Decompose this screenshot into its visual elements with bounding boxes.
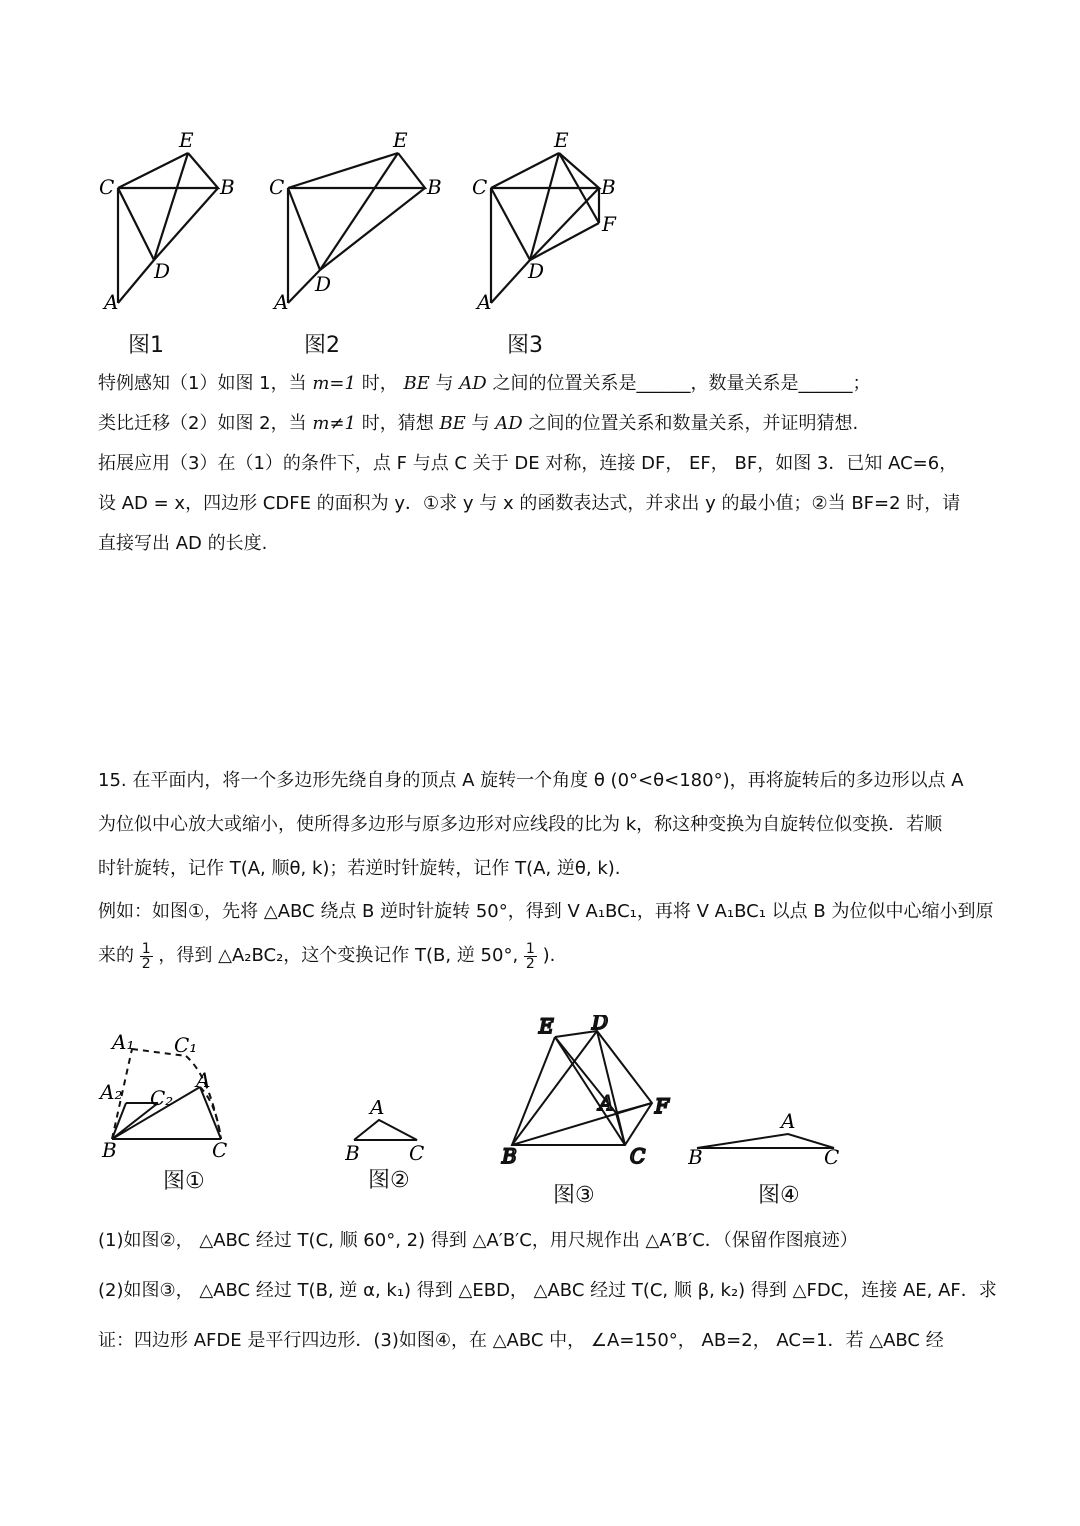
question-line-5: 直接写出 AD 的长度. <box>98 532 268 554</box>
problem-15-question-1: (1)如图②， △ABC 经过 T(C, 顺 60°, 2) 得到 △A′B′C，用尺规作出 △A′B′C．（保留作图痕迹） <box>98 1230 858 1251</box>
label-A: A <box>104 290 119 314</box>
fraction-half <box>140 942 153 971</box>
question-1-be: BE <box>403 373 430 394</box>
figure-circle-2 <box>345 1100 445 1170</box>
figure-circle-1 <box>98 1025 258 1160</box>
problem-15-question-2: (2)如图③， △ABC 经过 T(B, 逆 α, k₁) 得到 △EBD， △ABC 经过 T(C, 顺 β, k₂) 得到 △FDC，连接 AE, AF．求 <box>98 1279 997 1301</box>
label-C: C <box>212 1138 228 1160</box>
question-line-4: 设 AD = x，四边形 CDFE 的面积为 y．①求 y 与 x 的函数表达式，并求出 y 的最小值；②当 BF=2 时，请 <box>98 492 961 514</box>
label-A: A <box>477 290 492 314</box>
problem-15-line-5-suffix: ). <box>542 945 556 967</box>
fraction-numerator: 1 <box>141 940 151 957</box>
label-A: A <box>599 1091 614 1115</box>
problem-15-text <box>98 762 994 975</box>
question-2-ad: AD <box>495 412 523 434</box>
label-D: D <box>154 259 171 283</box>
label-C1: C₁ <box>174 1033 198 1057</box>
label-D: D <box>315 272 332 296</box>
fraction-half-2 <box>524 942 537 971</box>
problem-15-line-5 <box>98 937 988 975</box>
question-2-prefix: 类比迁移（2）如图 2，当 <box>98 412 307 434</box>
label-F: F <box>602 212 616 236</box>
label-E: E <box>179 128 194 152</box>
label-A: A <box>274 290 289 314</box>
question-1-prefix: 特例感知（1）如图 1，当 <box>98 373 307 394</box>
problem-15-line-5-prefix: 来的 <box>98 945 134 967</box>
label-E: E <box>393 128 408 152</box>
figure-circle-2-caption: 图② <box>368 1168 410 1193</box>
label-B: B <box>345 1141 360 1165</box>
fraction-denominator: 2 <box>141 955 151 972</box>
label-A1: A₁ <box>112 1030 135 1054</box>
problem-15-line-3: 时针旋转，记作 T(A, 顺θ, k)；若逆时针旋转，记作 T(A, 逆θ, k). <box>98 857 621 879</box>
fraction-denominator-2: 2 <box>525 955 535 972</box>
question-line-1 <box>98 370 988 398</box>
label-B: B <box>102 1138 117 1160</box>
label-C: C <box>269 175 285 199</box>
fraction-numerator-2: 1 <box>525 940 535 957</box>
label-A: A <box>196 1068 211 1092</box>
figure-circle-1-caption: 图① <box>163 1169 205 1194</box>
label-E: E <box>539 1015 554 1038</box>
label-B: B <box>601 175 616 199</box>
question-2-be: BE <box>439 412 466 434</box>
label-B: B <box>220 175 235 199</box>
label-C2: C₂ <box>150 1086 174 1110</box>
label-A: A <box>781 1110 796 1133</box>
question-1-mid3: 之间的位置关系是______，数量关系是______； <box>492 373 871 394</box>
problem-14-text <box>98 370 988 557</box>
question-1-mid2: 与 <box>435 373 454 394</box>
problem-15-line-2: 为位似中心放大或缩小，使所得多边形与原多边形对应线段的比为 k，称这种变换为自旋转位似变换．若顺 <box>98 813 943 835</box>
problem-15-question-3: 证：四边形 AFDE 是平行四边形．(3)如图④，在 △ABC 中， ∠A=150°， AB=2， AC=1．若 △ABC 经 <box>98 1329 944 1351</box>
figure-1 <box>95 125 245 325</box>
problem-15-line-5-mid: ，得到 △A₂BC₂，这个变换记作 T(B, 逆 50°, <box>158 945 519 967</box>
label-D: D <box>528 259 545 283</box>
label-A: A <box>370 1100 385 1119</box>
label-D: D <box>592 1015 609 1034</box>
figure-circle-3 <box>495 1015 680 1175</box>
question-1-mid1: 时， <box>361 373 398 394</box>
label-A2: A₂ <box>100 1080 123 1104</box>
figure-3 <box>468 125 628 325</box>
label-C: C <box>630 1144 646 1168</box>
question-1-m: m=1 <box>312 373 356 394</box>
label-C: C <box>409 1141 425 1165</box>
question-2-mid2: 与 <box>471 412 490 434</box>
label-B: B <box>427 175 442 199</box>
figure-circle-4-caption: 图④ <box>758 1183 800 1208</box>
question-line-3: 拓展应用（3）在（1）的条件下，点 F 与点 C 关于 DE 对称，连接 DF， EF， BF，如图 3．已知 AC=6， <box>98 452 958 474</box>
label-E: E <box>554 128 569 152</box>
question-2-mid1: 时，猜想 <box>361 412 434 434</box>
label-F: F <box>655 1094 669 1118</box>
label-C: C <box>472 175 488 199</box>
label-C: C <box>99 175 115 199</box>
label-C: C <box>824 1145 840 1165</box>
question-1-ad: AD <box>459 373 487 394</box>
figure-circle-4 <box>688 1110 853 1165</box>
question-2-m: m≠1 <box>312 412 356 434</box>
label-B: B <box>502 1144 517 1168</box>
figure-circle-3-caption: 图③ <box>553 1183 595 1208</box>
figure-2 <box>265 125 450 325</box>
problem-15-questions <box>98 1222 997 1359</box>
problem-15-line-4: 例如：如图①，先将 △ABC 绕点 B 逆时针旋转 50°，得到 V A₁BC₁，再将 V A₁BC₁ 以点 B 为位似中心缩小到原 <box>98 901 994 923</box>
figure-2-caption: 图2 <box>304 333 340 358</box>
figure-1-caption: 图1 <box>128 333 164 358</box>
question-line-2 <box>98 410 988 438</box>
figure-3-caption: 图3 <box>507 333 543 358</box>
problem-15-line-1: 15. 在平面内，将一个多边形先绕自身的顶点 A 旋转一个角度 θ (0°<θ<180°)，再将旋转后的多边形以点 A <box>98 770 964 791</box>
question-2-mid3: 之间的位置关系和数量关系，并证明猜想. <box>528 412 859 434</box>
label-B: B <box>688 1145 703 1165</box>
